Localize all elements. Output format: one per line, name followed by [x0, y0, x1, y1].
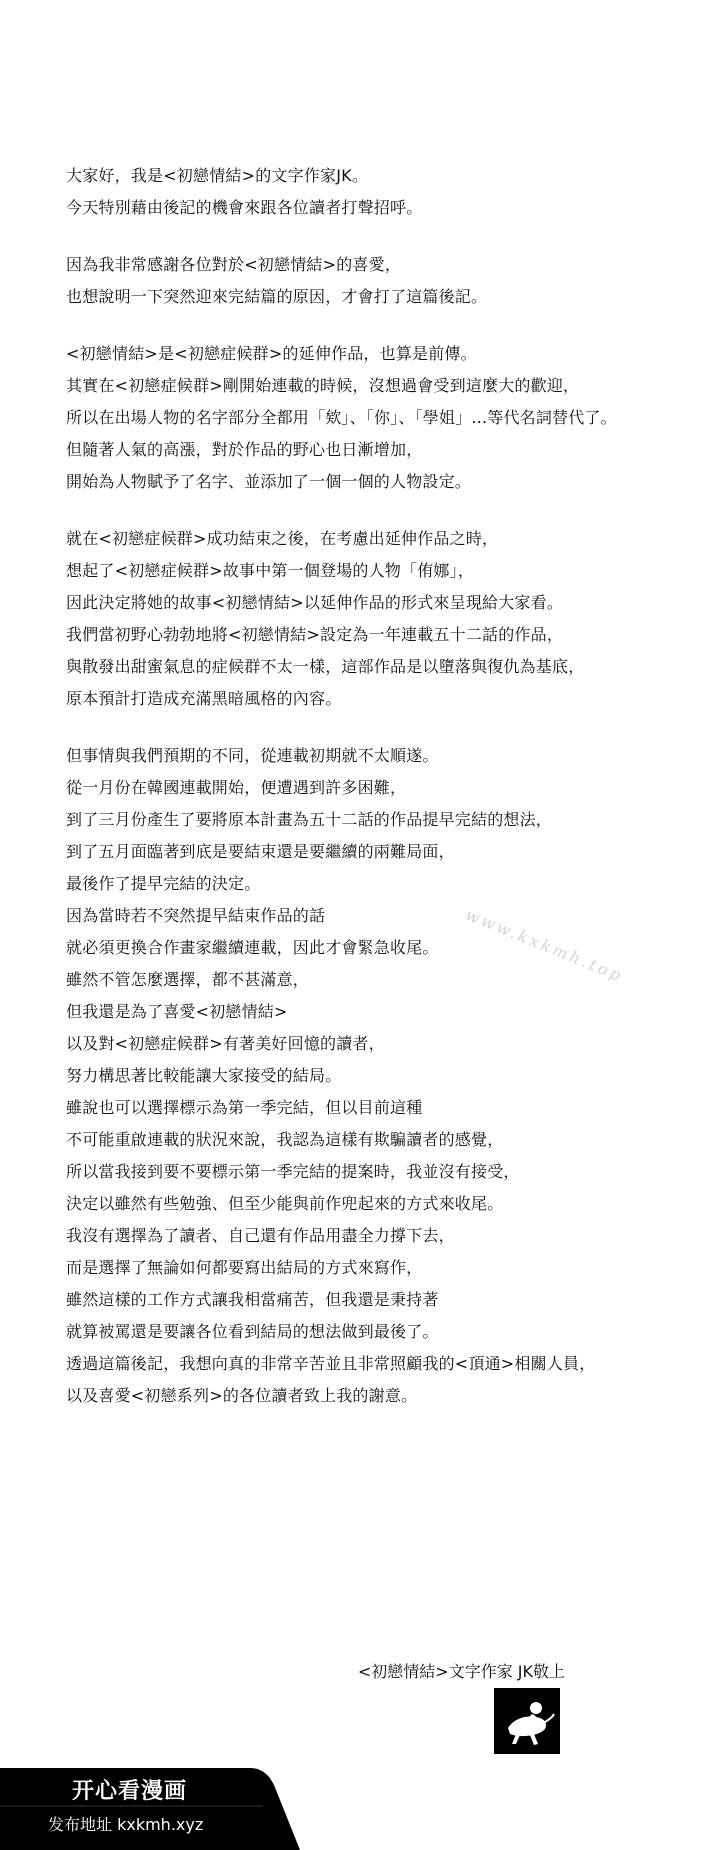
text-line: 努力構思著比較能讓大家接受的結局。	[66, 1066, 342, 1085]
text-line: 但隨著人氣的高漲，對於作品的野心也日漸增加，	[66, 440, 423, 459]
banner-site-address[interactable]: 发布地址 kxkmh.xyz	[48, 1815, 204, 1834]
text-line: 大家好，我是<初戀情結>的文字作家JK。	[66, 166, 369, 185]
text-line: 我沒有選擇為了讀者、自己還有作品用盡全力撐下去，	[66, 1226, 455, 1245]
text-line: 與散發出甜蜜氣息的症候群不太一樣，這部作品是以墮落與復仇為基底，	[66, 657, 585, 676]
author-signature: <初戀情結>文字作家 JK敬上	[357, 1662, 565, 1681]
text-line: 因此決定將她的故事<初戀情結>以延伸作品的形式來呈現給大家看。	[66, 593, 564, 612]
text-line: 想起了<初戀症候群>故事中第一個登場的人物「侑娜」，	[66, 561, 475, 580]
paragraph-ending	[66, 740, 716, 1412]
author-seal-illustration	[494, 1688, 560, 1754]
paragraph-background	[66, 338, 716, 498]
text-line: 所以當我接到要不要標示第一季完結的提案時，我並沒有接受，	[66, 1162, 520, 1181]
paragraph-thanks	[66, 249, 716, 313]
text-line: 決定以雖然有些勉強、但至少能與前作兜起來的方式來收尾。	[66, 1194, 504, 1213]
text-line: 今天特別藉由後記的機會來跟各位讀者打聲招呼。	[66, 198, 423, 217]
text-line: 以及喜愛<初戀系列>的各位讀者致上我的謝意。	[66, 1386, 418, 1405]
text-line: 開始為人物賦予了名字、並添加了一個一個的人物設定。	[66, 472, 472, 491]
text-line: 以及對<初戀症候群>有著美好回憶的讀者，	[66, 1034, 385, 1053]
text-line: 透過這篇後記，我想向真的非常辛苦並且非常照顧我的<頂通>相關人員，	[66, 1354, 596, 1373]
afterword-body	[66, 160, 716, 1437]
text-line: 最後作了提早完結的決定。	[66, 874, 261, 893]
text-line: 從一月份在韓國連載開始，便遭遇到許多困難，	[66, 778, 407, 797]
banner-title: 开心看漫画	[72, 1779, 188, 1804]
text-line: 但事情與我們預期的不同，從連載初期就不太順遂。	[66, 746, 439, 765]
text-line: 到了三月份產生了要將原本計畫為五十二話的作品提早完結的想法，	[66, 810, 553, 829]
text-line: 因為當時若不突然提早結束作品的話	[66, 906, 326, 925]
text-line: 雖然不管怎麼選擇，都不甚滿意，	[66, 970, 310, 989]
text-line: 我們當初野心勃勃地將<初戀情結>設定為一年連載五十二話的作品，	[66, 625, 564, 644]
text-line: 就在<初戀症候群>成功結束之後，在考慮出延伸作品之時，	[66, 529, 499, 548]
text-line: 就必須更換合作畫家繼續連載，因此才會緊急收尾。	[66, 938, 439, 957]
text-line: 所以在出場人物的名字部分全都用「欸」、「你」、「學姐」...等代名詞替代了。	[66, 408, 617, 427]
text-line: 到了五月面臨著到底是要結束還是要繼續的兩難局面，	[66, 842, 455, 861]
text-line: 而是選擇了無論如何都要寫出結局的方式來寫作，	[66, 1258, 423, 1277]
text-line: 雖然這樣的工作方式讓我相當痛苦，但我還是秉持著	[66, 1290, 439, 1309]
text-line: 不可能重啟連載的狀況來說，我認為這樣有欺騙讀者的感覺，	[66, 1130, 504, 1149]
text-line: 其實在<初戀症候群>剛開始連載的時候，沒想過會受到這麼大的歡迎，	[66, 376, 580, 395]
text-line: 就算被罵還是要讓各位看到結局的想法做到最後了。	[66, 1322, 439, 1341]
text-line: 但我還是為了喜愛<初戀情結>	[66, 1002, 288, 1021]
text-line: <初戀情結>是<初戀症候群>的延伸作品，也算是前傳。	[66, 344, 477, 363]
site-banner[interactable]	[0, 1768, 300, 1850]
text-line: 也想說明一下突然迎來完結篇的原因，才會打了這篇後記。	[66, 287, 488, 306]
text-line: 雖說也可以選擇標示為第一季完結，但以目前這種	[66, 1098, 423, 1117]
text-line: 因為我非常感謝各位對於<初戀情結>的喜愛，	[66, 255, 402, 274]
site-watermark: www.kxkmh.top	[462, 905, 627, 986]
seal-figure-icon	[494, 1688, 560, 1754]
paragraph-origin	[66, 523, 716, 715]
paragraph-greeting	[66, 160, 716, 224]
text-line: 原本預計打造成充滿黑暗風格的內容。	[66, 689, 342, 708]
